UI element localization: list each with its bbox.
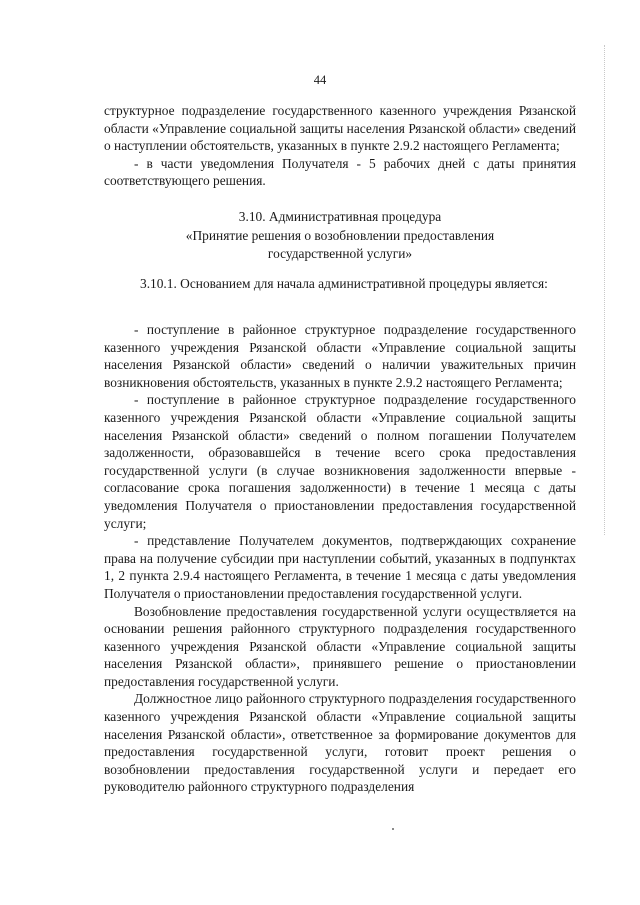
grounds-list	[104, 321, 576, 796]
scan-edge-line	[604, 45, 605, 535]
section-heading-line-1: 3.10. Административная процедура	[238, 209, 442, 224]
section-heading	[104, 208, 576, 264]
intro-paragraph-continuation: структурное подразделение государственного казенного учреждения Рязанской области «Управление социальной защиты населения Рязанской области» сведений о наступлении обстоятельств, указанных в пункте 2.9.2 настоящего Регламента;	[104, 103, 576, 154]
ground-item: - представление Получателем документов, подтверждающих сохранение права на получение субсидии при наступлении событий, указанных в подпунктах 1, 2 пункта 2.9.4 настоящего Регламента, в течение 1 месяца с даты уведомления Получателя о приостановлении предоставления государственной услуги.	[104, 533, 576, 601]
ground-item: - поступление в районное структурное подразделение государственного казенного учреждения Рязанской области «Управление социальной защиты населения Рязанской области» сведений о наличии уважительных причин возникновения обстоятельств, указанных в пункте 2.9.2 настоящего Регламента;	[104, 322, 576, 390]
official-paragraph: Должностное лицо районного структурного подразделения государственного казенного учреждения Рязанской области «Управление социальной защиты населения Рязанской области», ответственное за формирование документов для предоставления государственной услуги, готовит проект решения о возобновлении предоставления государственной услуги и передает его руководителю районного структурного подразделения	[104, 691, 576, 795]
section-heading-line-2: «Принятие решения о возобновлении предоставления	[185, 227, 495, 243]
section-heading-line-3: государственной услуги»	[267, 246, 413, 261]
ground-item: - поступление в районное структурное подразделение государственного казенного учреждения Рязанской области «Управление социальной защиты населения Рязанской области» сведений о полном погашении Получателем задолженности, образовавшейся в течение всего срока предоставления государственной услуги (в случае возникновения задолженности впервые - согласование срока погашения задолженности) в течение 1 месяца с даты уведомления Получателя о приостановлении предоставления государственной услуги;	[104, 392, 576, 531]
page-number: 44	[313, 73, 327, 87]
intro-paragraph-notification-term: - в части уведомления Получателя - 5 рабочих дней с даты принятия соответствующего решения.	[104, 155, 576, 189]
basis-clause: 3.10.1. Основанием для начала административной процедуры является:	[140, 276, 548, 291]
resumption-paragraph: Возобновление предоставления государственной услуги осуществляется на основании решения районного структурного подразделения государственного казенного учреждения Рязанской области «Управление социальной защиты населения Рязанской области», принявшего решение о приостановлении предоставления государственной услуги.	[104, 603, 576, 689]
intro-block	[104, 102, 576, 190]
scan-speck	[392, 828, 394, 830]
